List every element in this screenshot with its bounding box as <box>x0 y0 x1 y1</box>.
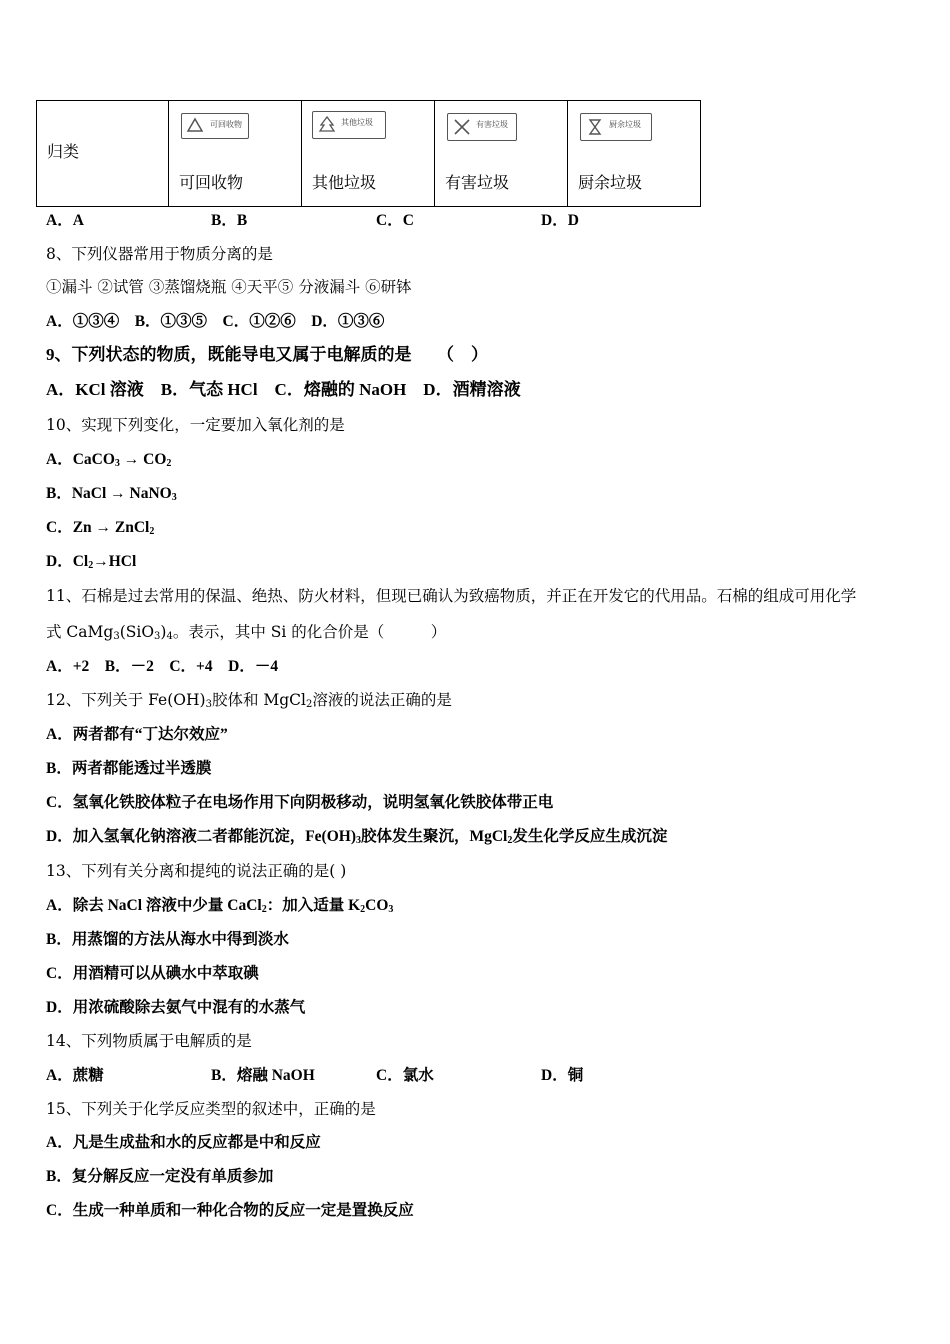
q13-option-d: D．用浓硫酸除去氨气中混有的水蒸气 <box>46 999 306 1016</box>
q7-option-c: C．C <box>376 212 414 229</box>
q15-option-c: C．生成一种单质和一种化合物的反应一定是置换反应 <box>46 1202 414 1219</box>
table-cell-other <box>302 101 435 207</box>
q14-stem: 14、下列物质属于电解质的是 <box>46 1032 252 1050</box>
q12-stem: 12、下列关于 $Fe(OH)_3$胶体和 MgCl$_2$溶液的说法正确的是 <box>46 691 452 710</box>
q10-option-d: D．$Cl_2\to HCl$ <box>46 553 137 571</box>
q14-option-d: D．铜 <box>541 1067 584 1084</box>
q14-option-a: A．蔗糖 <box>46 1067 104 1084</box>
q10-option-b: B．NaCl → NaNO$_3$ <box>46 485 177 503</box>
other-waste-icon <box>312 111 386 139</box>
waste-classification-table <box>36 100 701 207</box>
q14-option-b: B．熔融 NaOH <box>211 1067 315 1084</box>
q12-option-d: D．加入氢氧化钠溶液二者都能沉淀，$Fe(OH)_3$胶体发生聚沉，MgCl$_2$发生化学反应生成沉淀 <box>46 828 668 846</box>
table-cell-hazardous <box>435 101 568 207</box>
logo-text: 厨余垃圾 <box>609 120 641 129</box>
q11-options: A．+2 B．－2 C．+4 D．－4 <box>46 658 279 675</box>
q13-option-c: C．用酒精可以从碘水中萃取碘 <box>46 965 259 982</box>
q9-stem: 9、下列状态的物质，既能导电又属于电解质的是 （ ） <box>46 345 488 364</box>
q13-stem: 13、下列有关分离和提纯的说法正确的是( ) <box>46 862 347 880</box>
q10-option-a: A．CaCO$_3$ → $CO_2$ <box>46 451 172 469</box>
q12-option-b: B．两者都能透过半透膜 <box>46 760 212 777</box>
q10-option-c: C．Zn → ZnCl$_2$ <box>46 519 155 537</box>
q15-option-b: B．复分解反应一定没有单质参加 <box>46 1168 274 1185</box>
q11-stem-line2: 式 $CaMg_3(SiO_3)_4$。表示，其中 Si 的化合价是（ ） <box>46 623 447 642</box>
q15-stem: 15、下列关于化学反应类型的叙述中，正确的是 <box>46 1100 376 1118</box>
table-cell-kitchen <box>568 101 701 207</box>
q10-stem: 10、实现下列变化，一定要加入氧化剂的是 <box>46 416 345 434</box>
q14-option-c: C．氯水 <box>376 1067 434 1084</box>
q8-items: ①漏斗 ②试管 ③蒸馏烧瓶 ④天平⑤ 分液漏斗 ⑥研钵 <box>46 278 412 296</box>
q9-options: A．KCl 溶液 B．气态 HCl C．熔融的 NaOH D．酒精溶液 <box>46 380 521 399</box>
table-cell-recyclable <box>169 101 302 207</box>
q8-stem: 8、下列仪器常用于物质分离的是 <box>46 245 273 263</box>
cell-label: 厨余垃圾 <box>578 173 643 192</box>
q7-option-a: A．A <box>46 212 84 229</box>
logo-text: 可回收物 <box>210 120 242 129</box>
recycle-triangle-icon <box>181 113 249 139</box>
q13-option-b: B．用蒸馏的方法从海水中得到淡水 <box>46 931 289 948</box>
q7-option-b: B．B <box>211 212 248 229</box>
q8-options: A．①③④ B．①③⑤ C．①②⑥ D．①③⑥ <box>46 313 385 330</box>
logo-text: 有害垃圾 <box>476 120 508 129</box>
q12-option-c: C．氢氧化铁胶体粒子在电场作用下向阴极移动，说明氢氧化铁胶体带正电 <box>46 794 554 811</box>
cell-label: 有害垃圾 <box>445 173 510 192</box>
table-header-cell <box>37 101 169 207</box>
hazard-x-icon <box>447 113 517 141</box>
q7-option-d: D．D <box>541 212 579 229</box>
cell-label: 可回收物 <box>179 173 244 192</box>
q15-option-a: A．凡是生成盐和水的反应都是中和反应 <box>46 1134 321 1151</box>
cell-label: 其他垃圾 <box>312 173 377 192</box>
table-header-label: 归类 <box>47 142 80 161</box>
logo-text: 其他垃圾 <box>341 118 373 127</box>
q13-option-a: A．除去 NaCl 溶液中少量 CaCl$_2$：加入适量 $K_2CO_3$ <box>46 897 394 915</box>
q12-option-a: A．两者都有“丁达尔效应” <box>46 726 228 743</box>
q11-stem-line1: 11、石棉是过去常用的保温、绝热、防火材料，但现已确认为致癌物质，并正在开发它的代用品。石棉的组成可用化学 <box>46 587 857 605</box>
kitchen-waste-icon <box>580 113 652 141</box>
